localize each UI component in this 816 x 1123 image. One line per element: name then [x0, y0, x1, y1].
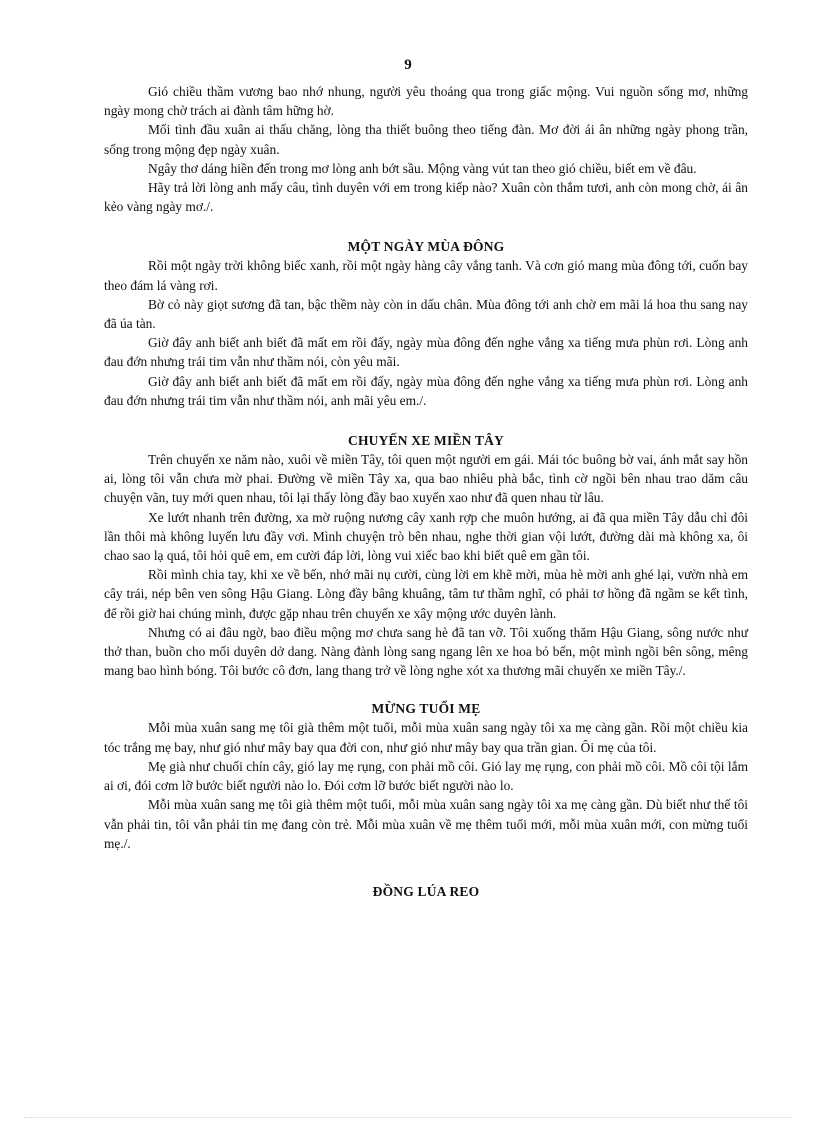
song-title: CHUYẾN XE MIỀN TÂY — [348, 433, 504, 449]
paragraph: Rồi mình chia tay, khi xe về bến, nhớ mãi nụ cười, cùng lời em khẽ mời, mùa hè mời anh ghé lại, vườn nhà em cây trái, nép bên ven sông Hậu Giang. Lòng đầy bâng khuâng, tâm tư thầm nghĩ, có phải tơ hồng đã ngầm se kết tình, để rồi giờ hai chúng mình, được gặp nhau trên chuyến xe xây mộng ước duyên lành. — [104, 567, 748, 621]
song-lyrics — [104, 450, 748, 680]
paragraph: Xe lướt nhanh trên đường, xa mờ ruộng nương cây xanh rợp che muôn hướng, ai đã qua miền Tây dẫu chỉ đôi lần thôi mà không luyến lưu đầy vơi. Mình chuyện trò bên nhau, nghe thời gian vội lướt, đường dài mà không xa, ôi chao sao lạ quá, tôi hỏi quê em, em cười đáp lời, lòng vui xiếc bao khi biết quê em gần tôi. — [104, 509, 748, 564]
paragraph: Rồi một ngày trời không biếc xanh, rồi một ngày hàng cây vắng tanh. Và cơn gió mang mùa đông tới, cuốn bay theo đám lá vàng rơi. — [104, 258, 748, 293]
page-number: 9 — [404, 57, 412, 73]
song-title: MỘT NGÀY MÙA ĐÔNG — [347, 239, 505, 255]
paragraph: Mối tình đầu xuân ai thấu chăng, lòng tha thiết buông theo tiếng đàn. Mơ đời ái ân những ngày phong trần, sống trong mộng đẹp ngày xuân. — [104, 122, 748, 157]
paragraph: Ngây thơ dáng hiền đến trong mơ lòng anh bớt sầu. Mộng vàng vút tan theo gió chiều, biết em về đâu. — [148, 160, 697, 176]
song-title: ĐỒNG LÚA REO — [372, 883, 480, 899]
paragraph: Mỗi mùa xuân sang mẹ tôi già thêm một tuổi, mỗi mùa xuân sang ngày tôi xa mẹ càng gần. Dù biết như thế tôi vẫn phải tin, tôi vẫn phải tin mẹ đang còn trẻ. Mỗi mùa xuân về mẹ thêm tuổi mới, mỗi mùa xuân mới, con mừng tuổi mẹ./. — [104, 797, 748, 851]
page-content — [104, 82, 748, 901]
paragraph: Gió chiều thầm vương bao nhớ nhung, người yêu thoáng qua trong giấc mộng. Vui nguồn sống mơ, những ngày mong chờ trách ai đành tâm hững hờ. — [104, 84, 748, 119]
paragraph: Hãy trả lời lòng anh mấy câu, tình duyên với em trong kiếp nào? Xuân còn thắm tươi, anh còn mong chờ, ái ân kẻo vàng ngày mơ./. — [104, 180, 748, 215]
intro-song-continuation — [104, 82, 748, 216]
song-lyrics — [104, 718, 748, 852]
page-bottom-divider — [24, 1117, 792, 1118]
paragraph: Mỗi mùa xuân sang mẹ tôi già thêm một tuổi, mỗi mùa xuân sang ngày tôi xa mẹ càng gần. Rồi một chiều kia tóc trắng mẹ bay, như gió như mây bay qua đời con, như gió như mây bay qua trần gian. Ôi mẹ của tôi. — [104, 720, 748, 755]
song-lyrics — [104, 256, 748, 410]
paragraph: Giờ đây anh biết anh biết đã mất em rồi đấy, ngày mùa đông đến nghe vắng xa tiếng mưa phùn rơi. Lòng anh đau đớn nhưng trái tim vẫn như thầm nói, còn yêu mãi. — [104, 335, 748, 370]
paragraph: Trên chuyến xe năm nào, xuôi về miền Tây, tôi quen một người em gái. Mái tóc buông bờ vai, ánh mắt say hồn ai, lòng tôi vẫn chưa mờ phai. Đường về miền Tây xa, qua bao nhiêu phà bắc, tình cờ ngồi bên nhau trao dăm câu chuyện vãn, tuy mới quen nhau, tôi lại thấy lòng đầy bao xuyến xao như đã quen nhau từ lâu. — [104, 452, 748, 506]
paragraph: Bờ cỏ này giọt sương đã tan, bậc thềm này còn in dấu chân. Mùa đông tới anh chờ em mãi lá hoa thu sang nay đã úa tàn. — [104, 296, 748, 332]
paragraph: Giờ đây anh biết anh biết đã mất em rồi đấy, ngày mùa đông đến nghe vắng xa tiếng mưa phùn rơi. Lòng anh đau đớn nhưng trái tim vẫn như thầm nói, anh mãi yêu em./. — [104, 373, 748, 408]
song-title: MỪNG TUỔI MẸ — [371, 701, 481, 717]
paragraph: Nhưng có ai đâu ngờ, bao điều mộng mơ chưa sang hè đã tan vỡ. Tôi xuống thăm Hậu Giang, sông nước như thở than, buồn cho mối duyên dở dang. Nàng đành lòng sang ngang lên xe hoa bỏ bến, một mình ngồi bên sông, mêng mang bao hình bóng. Tôi bước cô đơn, lang thang trở về lòng nghe xót xa thương mãi chuyến xe miền Tây./. — [104, 624, 748, 679]
paragraph: Mẹ già như chuối chín cây, gió lay mẹ rụng, con phải mồ côi. Gió lay mẹ rụng, con phải mồ côi. Mồ côi tội lắm ai ơi, đói cơm lỡ bước biết người nào lo. Đói cơm lỡ bước biết người nào lo. — [104, 758, 748, 794]
